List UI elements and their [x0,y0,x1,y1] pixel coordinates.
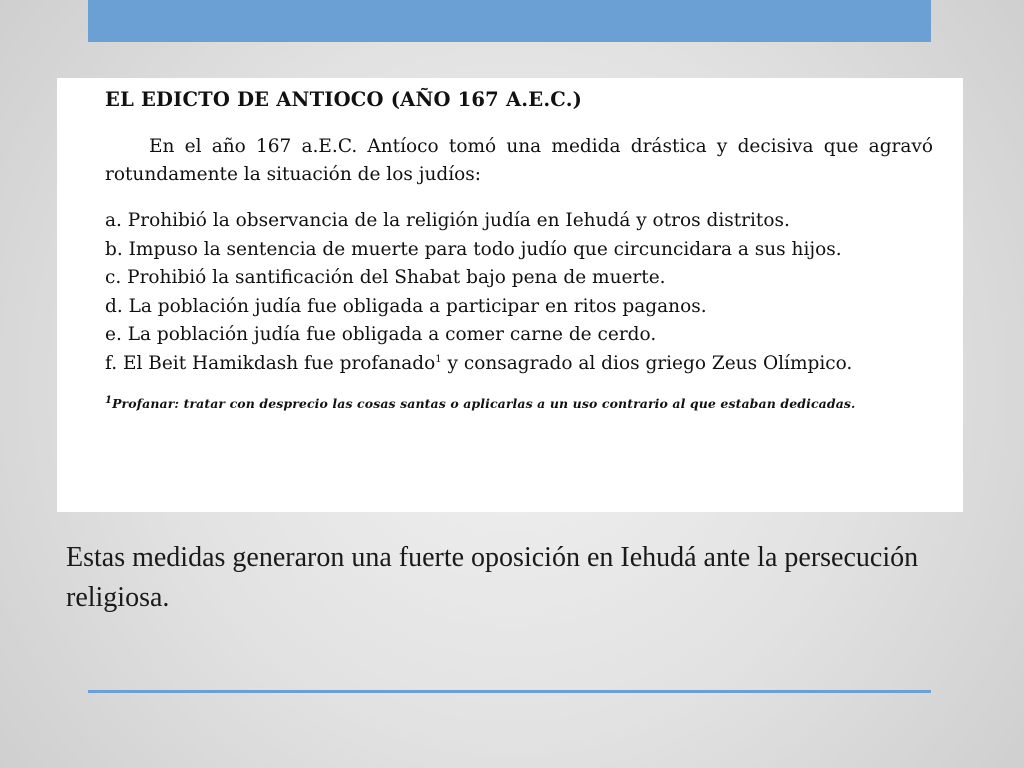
edict-item-f [105,350,933,379]
edict-item-d: d. La población judía fue obligada a participar en ritos paganos. [105,295,707,317]
footnote-text: Profanar: tratar con desprecio las cosas santas o aplicarlas a un uso contrario al que estaban dedicadas. [112,396,856,411]
edict-item-c: c. Prohibió la santificación del Shabat bajo pena de muerte. [105,267,666,288]
edict-title: EL EDICTO DE ANTIOCO (AÑO 167 A.E.C.) [105,88,583,111]
edict-intro: En el año 167 a.E.C. Antíoco tomó una medida drástica y decisiva que agravó rotundamente la situación de los judíos: [105,136,933,185]
footnote-marker: 1 [105,394,113,406]
edict-excerpt-image [57,78,963,512]
edict-list [105,207,933,378]
edict-item-a: a. Prohibió la observancia de la religión judía en Iehudá y otros distritos. [105,210,790,231]
edict-item-f-text: f. El Beit Hamikdash fue profanado [105,352,436,374]
footer-accent-line [88,690,931,693]
footnote [105,396,933,411]
footnote-reference: 1 [435,353,442,365]
edict-item-b: b. Impuso la sentencia de muerte para todo judío que circuncidara a sus hijos. [105,238,842,260]
slide-caption: Estas medidas generaron una fuerte oposición en Iehudá ante la persecución religiosa. [66,542,919,613]
edict-item-f-text-end: y consagrado al dios griego Zeus Olímpico. [441,352,853,374]
header-accent-bar [88,0,931,42]
edict-item-e: e. La población judía fue obligada a comer carne de cerdo. [105,324,657,345]
